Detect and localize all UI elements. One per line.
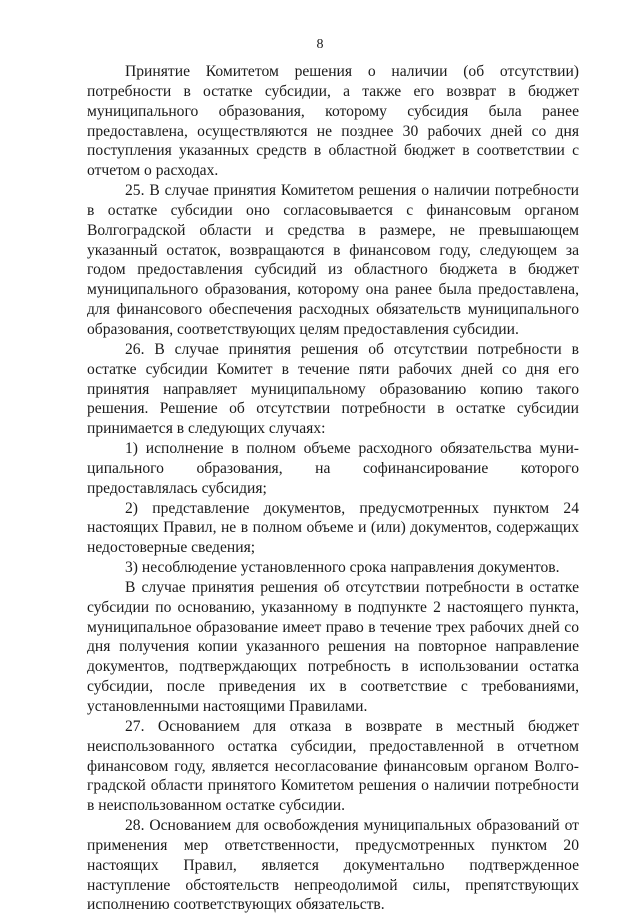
document-body — [87, 62, 579, 915]
list-item-1: 1) исполнение в полном объеме расходного обязательства муниципального образования, на софинансирование которого предоставлялась субсидия; — [87, 440, 579, 497]
list-item-3: 3) несоблюдение установленного срока направления документов. — [125, 559, 560, 577]
paragraph-27: 27. Основанием для отказа в возврате в местный бюджет неиспользованного остатка субсидии, предоставленной в отчетном финансовом году, является несогласование финансовым органом Волгоградской области принятого Комитетом решения о наличии потребности в неиспользованном остатке субсидии. — [87, 717, 579, 815]
page-number: 8 — [316, 37, 324, 52]
paragraph-28: 28. Основанием для освобождения муниципальных образований от применения мер ответственности, предусмотренных пунктом 20 настоящих Правил, является документально подтвержденное наступление обстоятельств непреодолимой силы, препятствующих исполнению соответствующих обязательств. — [87, 817, 579, 914]
paragraph-25: 25. В случае принятия Комитетом решения о наличии потребности в остатке субсидии оно согласовывается с финансовым органом Волгоградской области и средства в размере, не превышающем указанный остаток, возвращаются в финансовом году, следующем за годом предоставления субсидий из областного бюджета в бюджет муниципального образования, которому она ранее была предоставлена, для финансового обеспечения расходных обязательств муниципального образования, соответствующих целям предоставления субсидии. — [87, 182, 579, 338]
paragraph-resubmission: В случае принятия решения об отсутствии потребности в остатке субсидии по основанию, указанному в подпункте 2 настоящего пункта, муниципальное образование имеет право в течение трех рабочих дней со дня получения копии указанного решения на повторное направление документов, подтверждающих потребность в использовании остатка субсидии, после приведения их в соответствие с требованиями, установленными настоящими Правилами. — [87, 578, 579, 715]
list-item-2: 2) представление документов, предусмотренных пунктом 24 настоящих Правил, не в полном объеме и (или) документов, содержащих недостоверные сведения; — [87, 499, 579, 557]
paragraph-return-decision: Принятие Комитетом решения о наличии (об отсутствии) потребности в остатке субсидии, а также его возврат в бюджет муниципального образования, которому субсидия была ранее предоставлена, осуществляются не позднее 30 рабочих дней со дня поступления указанных средств в областной бюджет в соответствии с отчетом о расходах. — [87, 63, 579, 180]
paragraph-26: 26. В случае принятия решения об отсутствии потребности в остатке субсидии Комитет в течение пяти рабочих дней со дня его принятия направляет муниципальному образованию копию такого решения. Решение об отсутствии потребности в остатке субсидии принимается в следующих случаях: — [87, 340, 579, 438]
